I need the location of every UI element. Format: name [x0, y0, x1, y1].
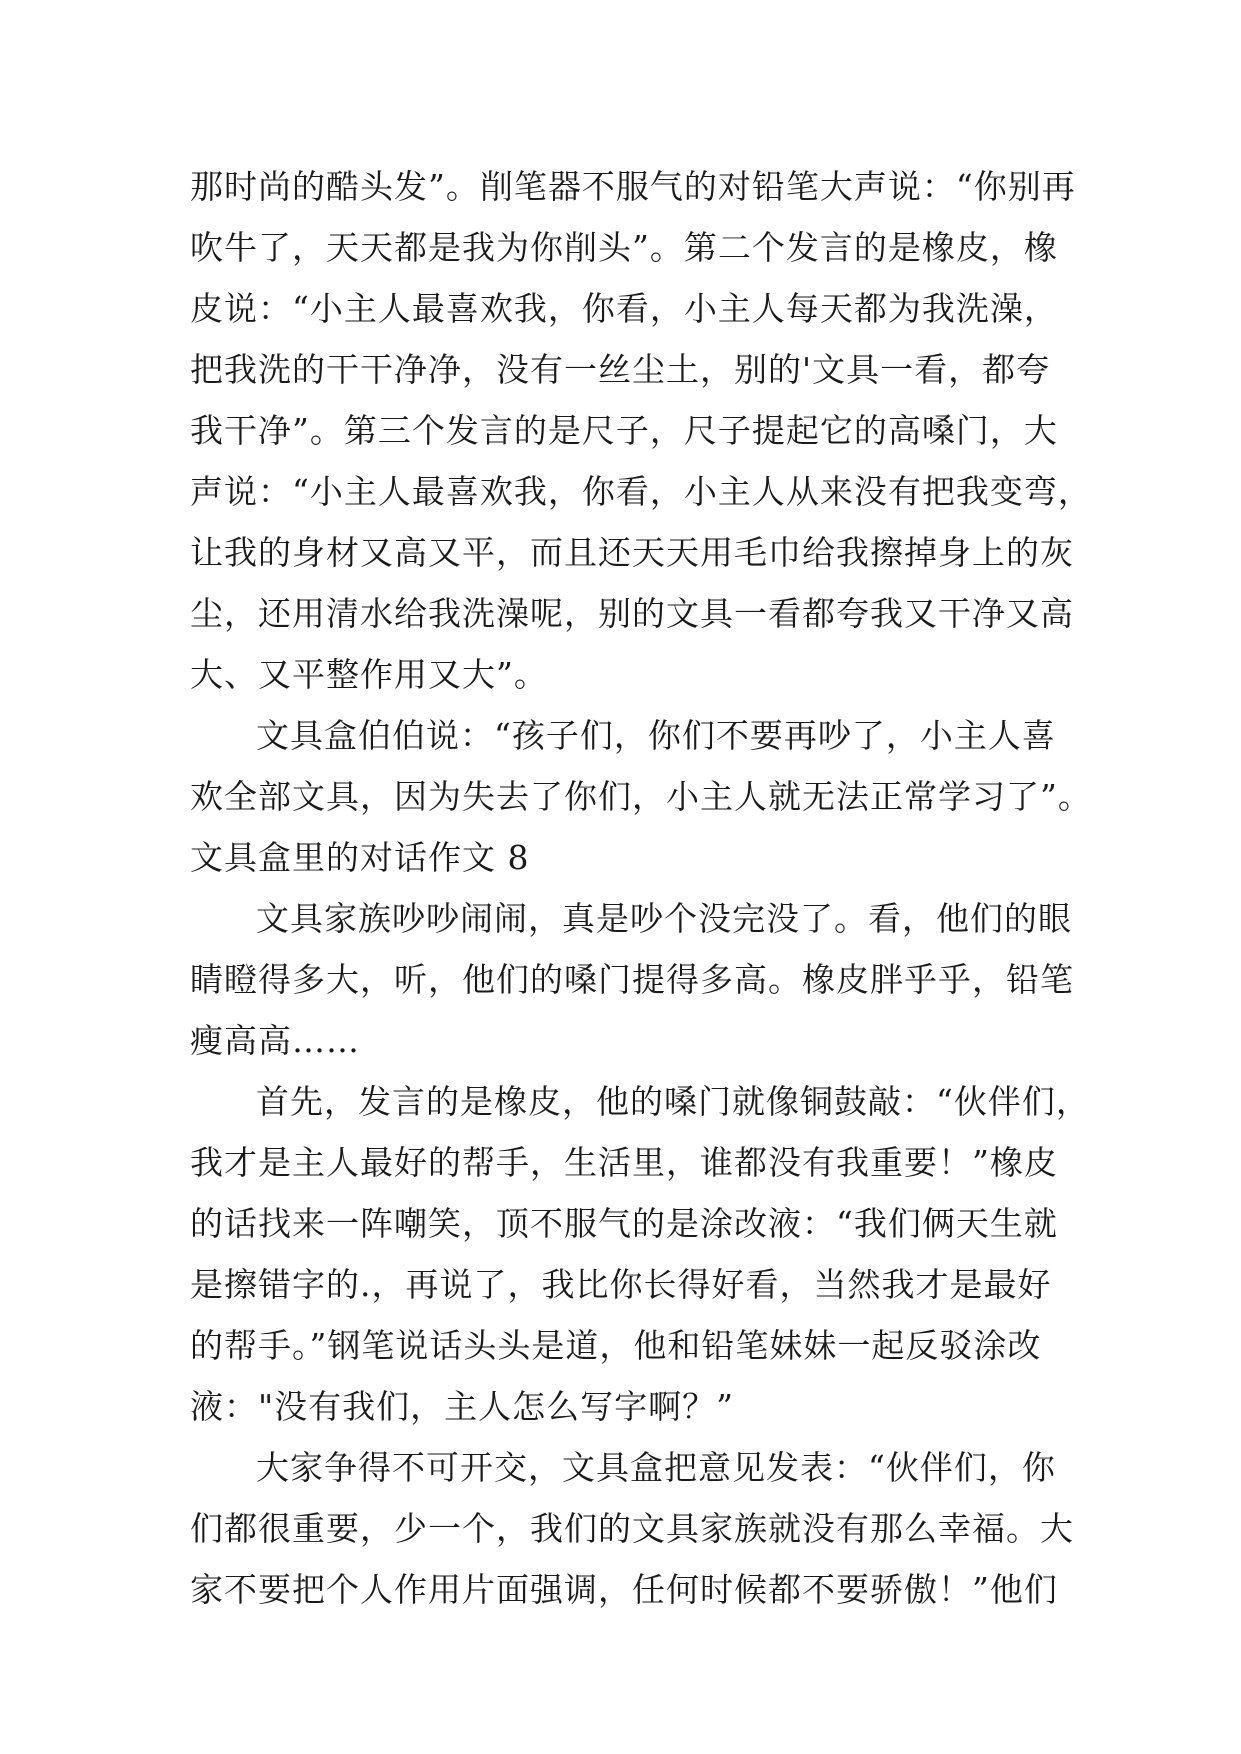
text-line: 吹牛了，天天都是我为你削头”。第二个发言的是橡皮，橡 [190, 228, 1058, 267]
text-line: 把我洗的干干净净，没有一丝尘土，别的'文具一看，都夸 [190, 350, 1051, 389]
text-line: 们都很重要，少一个，我们的文具家族就没有那么幸福。大 [190, 1509, 1074, 1548]
text-line: 文具盒伯伯说：“孩子们，你们不要再吵了，小主人喜 [256, 716, 1056, 755]
essay-text [190, 156, 1092, 1620]
text-line: 我才是主人最好的帮手，生活里，谁都没有我重要！”橡皮 [190, 1143, 1058, 1182]
text-line: 家不要把个人作用片面强调，任何时候都不要骄傲！”他们 [190, 1570, 1058, 1609]
text-line: 的话找来一阵嘲笑，顶不服气的是涂改液：“我们俩天生就 [190, 1204, 1058, 1243]
text-line: 瘦高高…… [190, 1021, 360, 1060]
text-line: 是擦错字的.，再说了，我比你长得好看，当然我才是最好 [190, 1265, 1052, 1304]
text-line: 我干净”。第三个发言的是尺子，尺子提起它的高嗓门，大 [190, 411, 1058, 450]
text-line: 那时尚的酷头发”。削笔器不服气的对铅笔大声说：“你别再 [190, 167, 1076, 206]
text-line: 尘，还用清水给我洗澡呢，别的文具一看都夸我又干净又高 [190, 594, 1074, 633]
text-line: 声说：“小主人最喜欢我，你看，小主人从来没有把我变弯， [190, 472, 1092, 511]
text-line: 大、又平整作用又大”。 [190, 655, 548, 694]
text-line: 的帮手。”钢笔说话头头是道，他和铅笔妹妹一起反驳涂改 [190, 1326, 1042, 1365]
text-line: 欢全部文具，因为失去了你们，小主人就无法正常学习了”。 [190, 777, 1092, 816]
text-line: 睛瞪得多大，听，他们的嗓门提得多高。橡皮胖乎乎，铅笔 [190, 960, 1074, 999]
text-line: 液："没有我们，主人怎么写字啊？” [190, 1387, 735, 1426]
text-line: 首先，发言的是橡皮，他的嗓门就像铜鼓敲：“伙伴们， [256, 1082, 1090, 1121]
text-line: 大家争得不可开交，文具盒把意见发表：“伙伴们，你 [256, 1448, 1056, 1487]
text-line: 文具盒里的对话作文 8 [190, 838, 530, 877]
text-line: 文具家族吵吵闹闹，真是吵个没完没了。看，他们的眼 [256, 899, 1072, 938]
text-line: 让我的身材又高又平，而且还天天用毛巾给我擦掉身上的灰 [190, 533, 1074, 572]
text-line: 皮说：“小主人最喜欢我，你看，小主人每天都为我洗澡， [190, 289, 1058, 328]
